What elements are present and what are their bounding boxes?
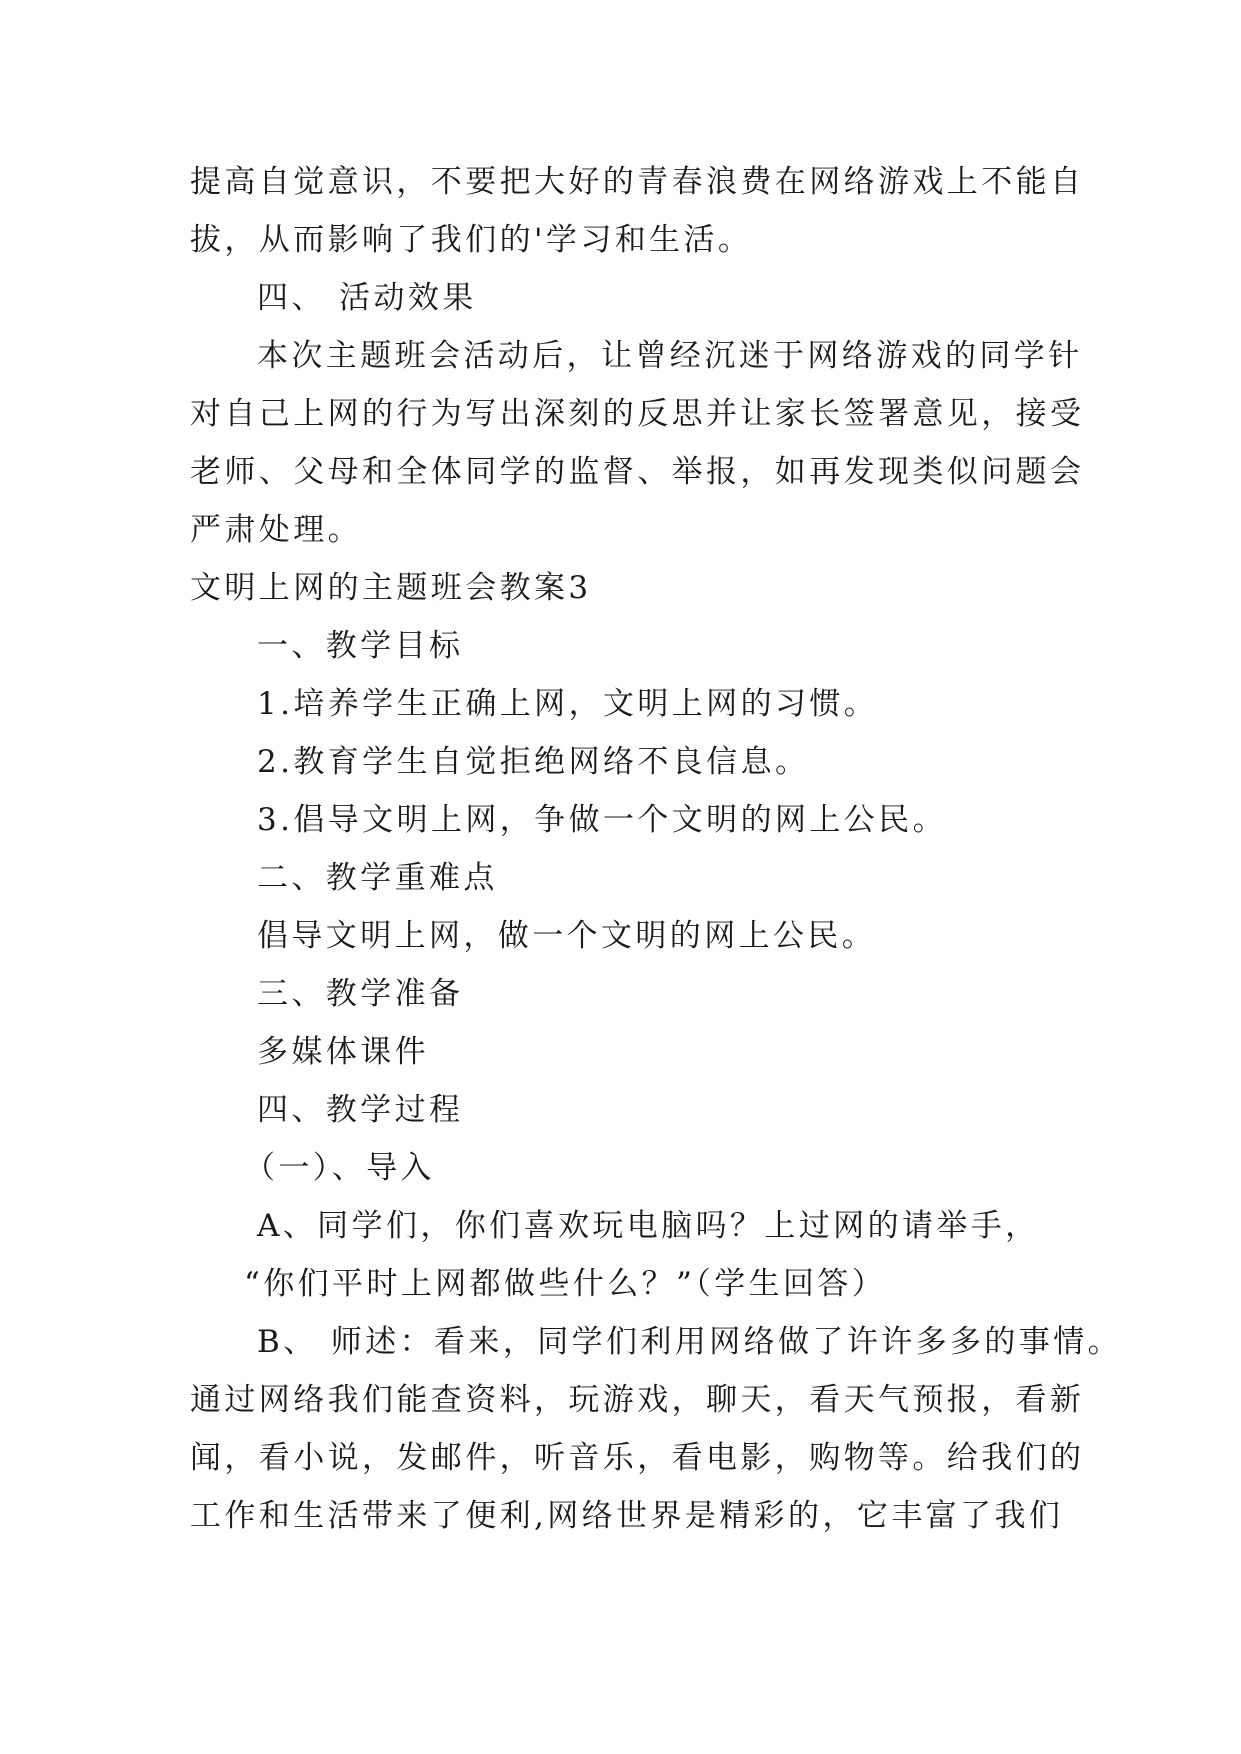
section-heading: 四、教学过程 — [257, 1092, 464, 1128]
list-item: 1.培养学生正确上网，文明上网的习惯。 — [257, 686, 879, 722]
paragraph-line: B、 师述：看来，同学们利用网络做了许许多多的事情。 — [257, 1324, 1123, 1360]
paragraph-line: 闻，看小说，发邮件，听音乐，看电影，购物等。给我们的 — [190, 1440, 1085, 1476]
section-heading: 三、教学准备 — [257, 976, 464, 1012]
paragraph-line: 本次主题班会活动后，让曾经沉迷于网络游戏的同学针 — [257, 338, 1083, 374]
paragraph-line: 多媒体课件 — [257, 1034, 429, 1070]
paragraph-line: 严肃处理。 — [190, 512, 362, 548]
list-item: 2.教育学生自觉拒绝网络不良信息。 — [257, 744, 810, 780]
section-heading: 一、教学目标 — [257, 628, 464, 664]
section-heading: 四、 活动效果 — [257, 280, 477, 316]
paragraph-line: 工作和生活带来了便利,网络世界是精彩的，它丰富了我们 — [190, 1498, 1064, 1534]
paragraph-line: 提高自觉意识，不要把大好的青春浪费在网络游戏上不能自 — [190, 164, 1085, 200]
paragraph-line: “你们平时上网都做些什么？”（学生回答） — [244, 1266, 887, 1302]
paragraph-line: 拔，从而影响了我们的'学习和生活。 — [190, 222, 753, 258]
paragraph-line: 通过网络我们能查资料，玩游戏，聊天，看天气预报，看新 — [190, 1382, 1085, 1418]
section-heading: 二、教学重难点 — [257, 860, 498, 896]
paragraph-line: 老师、父母和全体同学的监督、举报，如再发现类似问题会 — [190, 454, 1085, 490]
paragraph-line: 倡导文明上网，做一个文明的网上公民。 — [257, 918, 877, 954]
paragraph-line: A、同学们，你们喜欢玩电脑吗？上过网的请举手， — [257, 1208, 1040, 1244]
list-item: 3.倡导文明上网，争做一个文明的网上公民。 — [257, 802, 947, 838]
paragraph-line: 对自己上网的行为写出深刻的反思并让家长签署意见，接受 — [190, 396, 1085, 432]
subsection-heading: （一）、导入 — [244, 1150, 435, 1186]
document-title: 文明上网的主题班会教案3 — [190, 570, 592, 606]
